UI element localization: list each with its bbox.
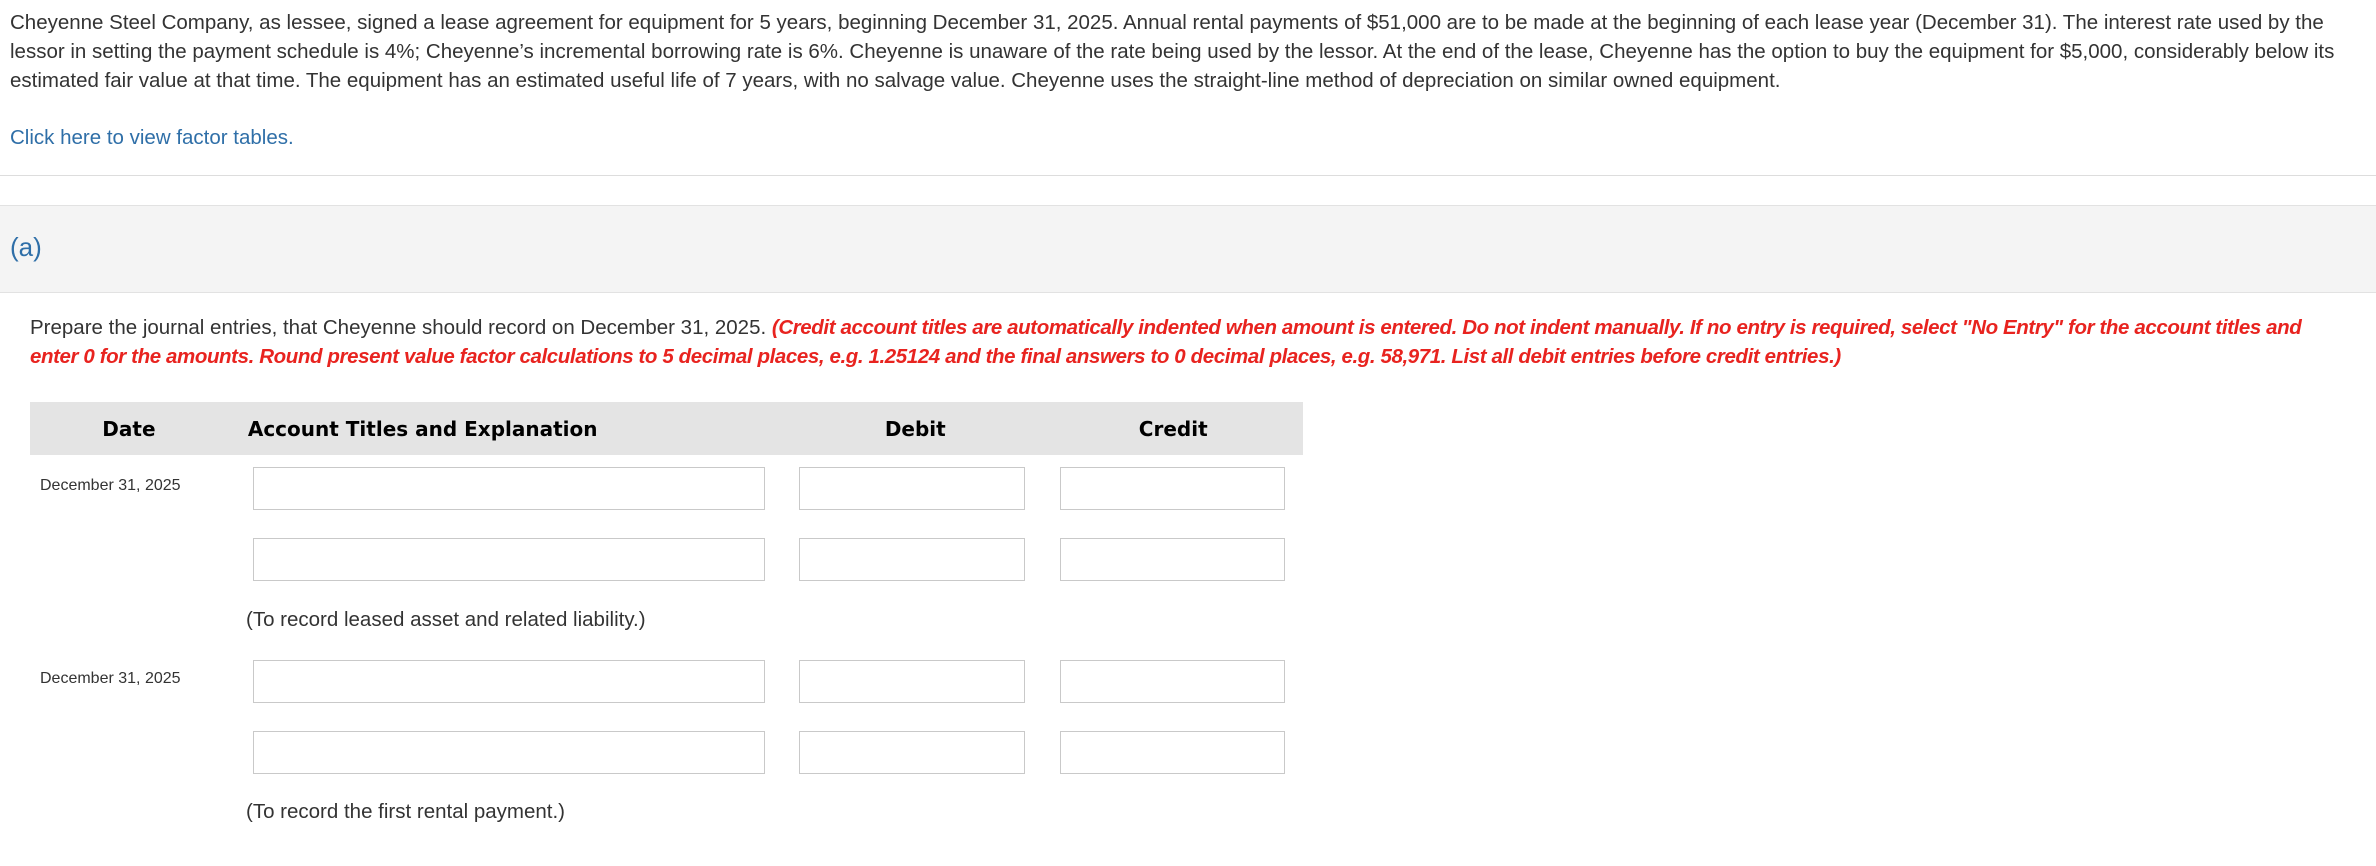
entry-2-line-1-account-input[interactable] <box>253 660 765 703</box>
entry-2-date: December 31, 2025 <box>40 670 181 687</box>
header-date: Date <box>30 402 228 455</box>
instructions <box>30 313 2350 371</box>
entry-1-line-2-credit-input[interactable] <box>1060 538 1285 581</box>
table-header-row <box>30 402 1303 455</box>
part-header <box>0 205 2376 293</box>
divider <box>0 175 2376 176</box>
problem-statement: Cheyenne Steel Company, as lessee, signed a lease agreement for equipment for 5 years, beginning December 31, 2025. Annual rental payments of $51,000 are to be made at the beginning of each lease year (December 31). The interest rate used by the lessor in setting the payment schedule is 4%; Cheyenne’s incremental borrowing rate is 6%. Cheyenne is unaware of the rate being used by the lessor. At the end of the lease, Cheyenne has the option to buy the equipment for $5,000, considerably below its estimated fair value at that time. The equipment has an estimated useful life of 7 years, with no salvage value. Cheyenne uses the straight-line method of depreciation on similar owned equipment. <box>10 11 2335 92</box>
entry-2-line-2-account-input[interactable] <box>253 731 765 774</box>
entry-1-date: December 31, 2025 <box>40 477 181 494</box>
entry-1-line-1-credit-input[interactable] <box>1060 467 1285 510</box>
entry-2-memo: (To record the first rental payment.) <box>246 800 566 823</box>
entry-1-memo: (To record leased asset and related liability.) <box>246 608 646 631</box>
entry-2-line-2-credit-input[interactable] <box>1060 731 1285 774</box>
entry-2-line-1-debit-input[interactable] <box>799 660 1025 703</box>
entry-1-line-2-account-input[interactable] <box>253 538 765 581</box>
header-account: Account Titles and Explanation <box>228 402 787 455</box>
header-debit: Debit <box>787 402 1043 455</box>
factor-tables-link[interactable]: Click here to view factor tables. <box>10 126 294 149</box>
instructions-note: (Credit account titles are automatically indented when amount is entered. Do not indent manually. If no entry is required, select "No Entry" for the account titles and enter 0 for the amounts. Round present value factor calculations to 5 decimal places, e.g. 1.25124 and the final answers to 0 decimal places, e.g. 58,971. List all debit entries before credit entries.) <box>30 316 2302 368</box>
entry-2-line-1-credit-input[interactable] <box>1060 660 1285 703</box>
instructions-main: Prepare the journal entries, that Cheyenne should record on December 31, 2025. <box>30 316 767 339</box>
entry-1-line-1-account-input[interactable] <box>253 467 765 510</box>
entry-2-line-2-debit-input[interactable] <box>799 731 1025 774</box>
entry-1-line-2-debit-input[interactable] <box>799 538 1025 581</box>
journal-entry-table <box>30 402 1303 455</box>
entry-1-line-1-debit-input[interactable] <box>799 467 1025 510</box>
header-credit: Credit <box>1043 402 1303 455</box>
part-label: (a) <box>10 232 42 262</box>
